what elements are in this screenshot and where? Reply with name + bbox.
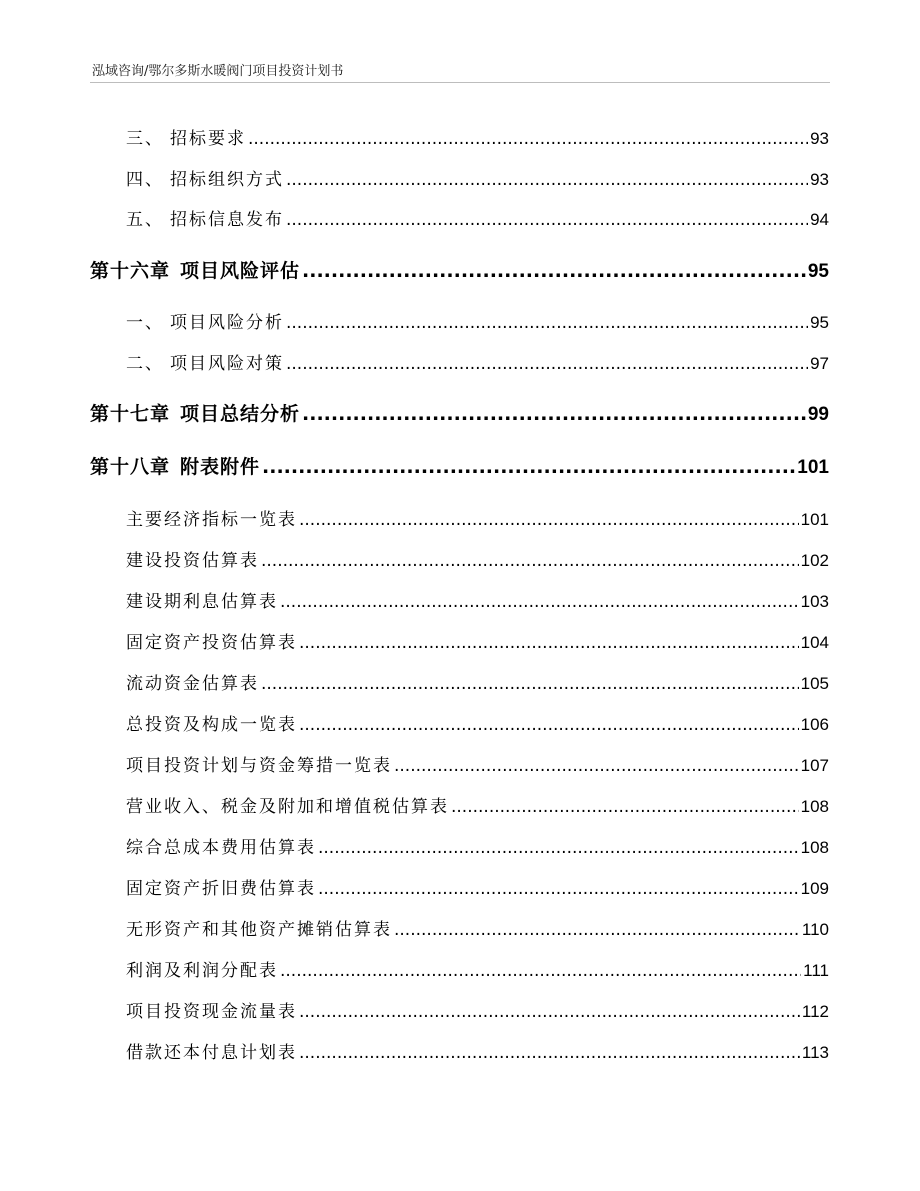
chapter-number: 第十八章 xyxy=(90,456,171,478)
toc-entry-appendix[interactable] xyxy=(126,751,829,776)
toc-entry-page: 110 xyxy=(801,920,829,939)
toc-entry-sub[interactable] xyxy=(126,308,829,333)
dot-leader xyxy=(262,456,795,478)
toc-entry-title: 借款还本付息计划表 xyxy=(126,1043,297,1063)
toc-entry-appendix[interactable] xyxy=(126,710,829,735)
toc-entry-appendix[interactable] xyxy=(126,628,829,653)
toc-entry-marker: 一、 xyxy=(126,313,164,333)
toc-entry-page: 94 xyxy=(810,210,829,229)
toc-entry-page: 112 xyxy=(801,1002,829,1021)
toc-entry-title: 主要经济指标一览表 xyxy=(126,510,297,530)
dot-leader xyxy=(299,633,799,653)
toc-entry-page: 104 xyxy=(800,633,829,652)
toc-entry-title: 项目投资计划与资金筹措一览表 xyxy=(126,756,392,776)
toc-entry-title: 固定资产投资估算表 xyxy=(126,633,297,653)
dot-leader xyxy=(286,313,808,333)
toc-entry-page: 109 xyxy=(800,879,829,898)
dot-leader xyxy=(280,961,801,981)
toc-entry-title: 项目投资现金流量表 xyxy=(126,1002,297,1022)
running-header: 泓域咨询/鄂尔多斯水暖阀门项目投资计划书 xyxy=(92,64,344,79)
dot-leader xyxy=(299,510,799,530)
toc-entry-appendix[interactable] xyxy=(126,587,829,612)
toc-entry-page: 95 xyxy=(810,313,829,332)
chapter-title: 项目总结分析 xyxy=(180,403,301,425)
toc-entry-page: 107 xyxy=(800,756,829,775)
toc-entry-sub[interactable] xyxy=(126,205,829,230)
toc-entry-page: 105 xyxy=(800,674,829,693)
chapter-number: 第十七章 xyxy=(90,403,171,425)
toc-entry-title: 综合总成本费用估算表 xyxy=(126,838,316,858)
toc-entry-appendix[interactable] xyxy=(126,915,829,940)
toc-entry-sub[interactable] xyxy=(126,165,829,190)
toc-entry-page: 113 xyxy=(801,1043,829,1062)
toc-entry-sub[interactable] xyxy=(126,349,829,374)
dot-leader xyxy=(299,1002,800,1022)
toc-entry-appendix[interactable] xyxy=(126,874,829,899)
toc-entry-page: 108 xyxy=(800,838,829,857)
dot-leader xyxy=(261,551,799,571)
chapter-title: 附表附件 xyxy=(180,456,261,478)
dot-leader xyxy=(451,797,799,817)
toc-entry-title: 无形资产和其他资产摊销估算表 xyxy=(126,920,392,940)
toc-entry-appendix[interactable] xyxy=(126,546,829,571)
dot-leader xyxy=(286,354,808,374)
toc-entry-appendix[interactable] xyxy=(126,956,829,981)
toc-entry-page: 97 xyxy=(810,354,829,373)
dot-leader xyxy=(394,920,800,940)
dot-leader xyxy=(248,129,808,149)
toc-entry-appendix[interactable] xyxy=(126,833,829,858)
toc-entry-title: 利润及利润分配表 xyxy=(126,961,278,981)
toc-entry-page: 95 xyxy=(807,261,829,282)
toc-entry-title: 招标信息发布 xyxy=(170,210,284,230)
toc-entry-title: 流动资金估算表 xyxy=(126,674,259,694)
toc-entry-chapter[interactable] xyxy=(90,256,829,283)
dot-leader xyxy=(302,403,806,425)
dot-leader xyxy=(299,1043,800,1063)
toc-entry-page: 111 xyxy=(803,961,829,980)
toc-entry-chapter[interactable] xyxy=(90,452,829,479)
toc-entry-appendix[interactable] xyxy=(126,505,829,530)
dot-leader xyxy=(286,210,808,230)
toc-entry-sub[interactable] xyxy=(126,124,829,149)
dot-leader xyxy=(261,674,799,694)
toc-entry-title: 项目风险分析 xyxy=(170,313,284,333)
toc-entry-marker: 四、 xyxy=(126,170,164,190)
toc-entry-appendix[interactable] xyxy=(126,669,829,694)
toc-entry-page: 103 xyxy=(800,592,829,611)
dot-leader xyxy=(280,592,799,612)
dot-leader xyxy=(318,879,799,899)
toc-entry-page: 93 xyxy=(810,129,829,148)
toc-entry-title: 营业收入、税金及附加和增值税估算表 xyxy=(126,797,449,817)
toc-entry-appendix[interactable] xyxy=(126,997,829,1022)
toc-entry-chapter[interactable] xyxy=(90,399,829,426)
toc-entry-marker: 二、 xyxy=(126,354,164,374)
toc-entry-title: 建设投资估算表 xyxy=(126,551,259,571)
toc-entry-page: 108 xyxy=(800,797,829,816)
toc-entry-page: 101 xyxy=(800,510,829,529)
dot-leader xyxy=(394,756,799,776)
toc-entry-title: 建设期利息估算表 xyxy=(126,592,278,612)
toc-entry-title: 项目风险对策 xyxy=(170,354,284,374)
toc-entry-page: 99 xyxy=(807,404,829,425)
chapter-title: 项目风险评估 xyxy=(180,260,301,282)
toc-entry-appendix[interactable] xyxy=(126,1038,829,1063)
toc-entry-marker: 三、 xyxy=(126,129,164,149)
toc-entry-page: 106 xyxy=(800,715,829,734)
toc-entry-title: 招标组织方式 xyxy=(170,170,284,190)
dot-leader xyxy=(286,170,808,190)
toc-entry-title: 固定资产折旧费估算表 xyxy=(126,879,316,899)
toc-entry-marker: 五、 xyxy=(126,210,164,230)
toc-entry-title: 招标要求 xyxy=(170,129,246,149)
dot-leader xyxy=(302,260,806,282)
dot-leader xyxy=(299,715,799,735)
dot-leader xyxy=(318,838,799,858)
toc-entry-page: 101 xyxy=(797,457,829,478)
toc-entry-page: 102 xyxy=(800,551,829,570)
chapter-number: 第十六章 xyxy=(90,260,171,282)
toc-entry-title: 总投资及构成一览表 xyxy=(126,715,297,735)
toc-entry-appendix[interactable] xyxy=(126,792,829,817)
toc-entry-page: 93 xyxy=(810,170,829,189)
